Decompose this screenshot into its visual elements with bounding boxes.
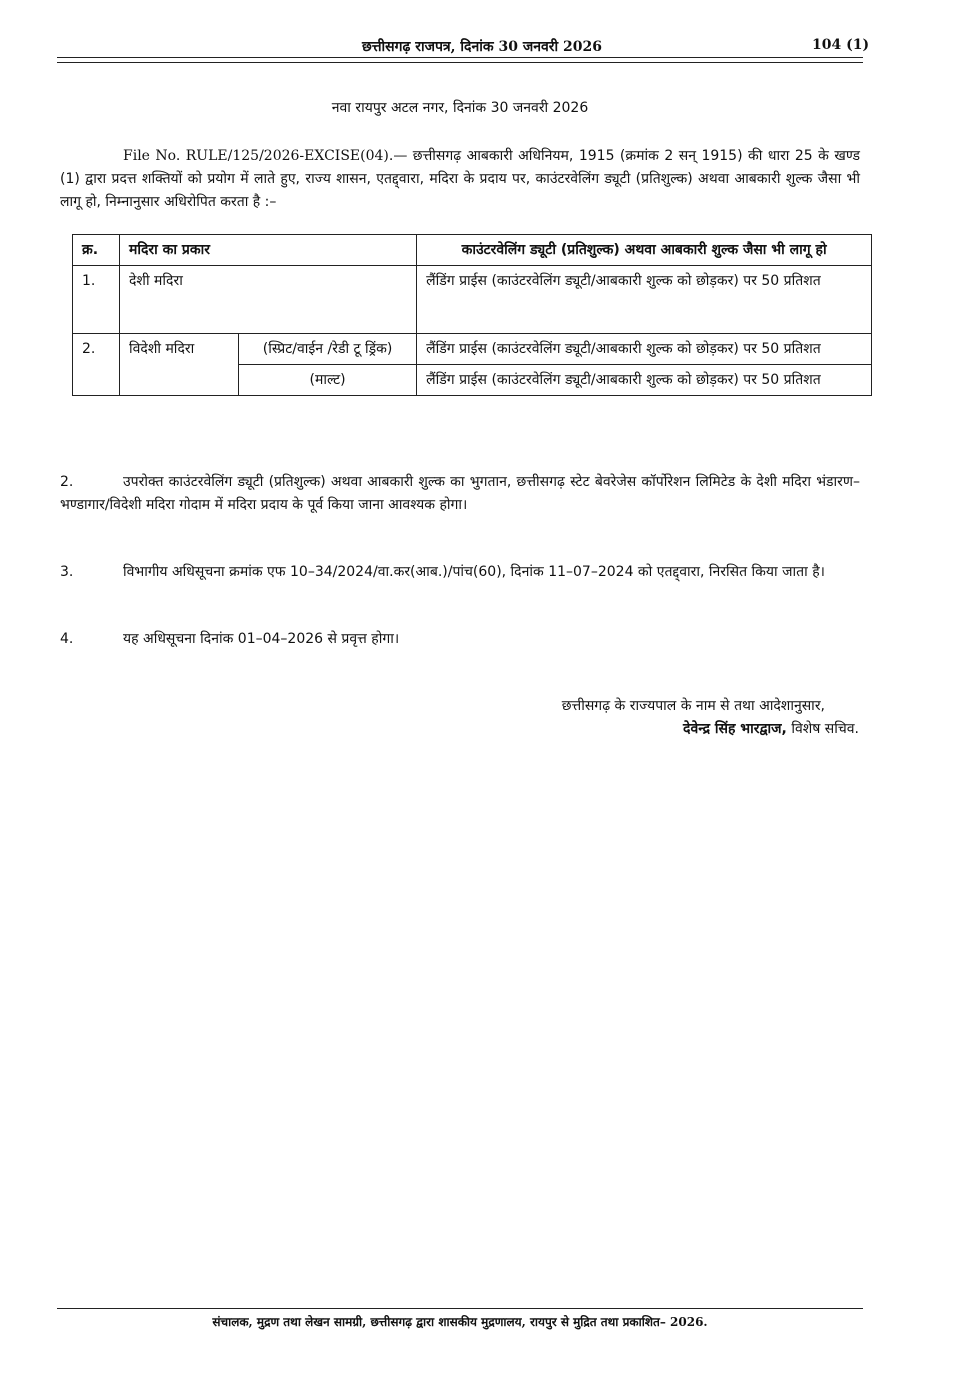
- paragraph-text: यह अधिसूचना दिनांक 01–04–2026 से प्रवृत्त होगा।: [123, 631, 400, 647]
- paragraph-number: 3.: [60, 564, 74, 580]
- paragraph-number: 2.: [60, 474, 74, 490]
- header-sno: क्र.: [73, 235, 120, 266]
- row-duty: लैंडिंग प्राईस (काउंटरवेलिंग ड्यूटी/आबकारी शुल्क को छोड़कर) पर 50 प्रतिशत: [417, 365, 872, 396]
- signatory: [683, 719, 859, 738]
- header-duty: काउंटरवेलिंग ड्यूटी (प्रतिशुल्क) अथवा आबकारी शुल्क जैसा भी लागू हो: [417, 235, 872, 266]
- intro-text: छत्तीसगढ़ आबकारी अधिनियम, 1915 (क्रमांक 2 सन् 1915) की धारा 25 के खण्ड (1) द्वारा प्रदत्त शक्तियों को प्रयोग में लाते हुए, राज्य शासन, एतद्द्वारा, मदिरा के प्रदाय पर, काउंटरवेलिंग ड्यूटी (प्रतिशुल्क) अथवा आबकारी शुल्क जैसा भी लागू हो, निम्नानुसार अधिरोपित करता है :–: [60, 148, 860, 210]
- row-sno: 2.: [73, 334, 120, 396]
- signatory-name: देवेन्द्र सिंह भारद्वाज,: [683, 721, 787, 737]
- row-duty: लैंडिंग प्राईस (काउंटरवेलिंग ड्यूटी/आबकारी शुल्क को छोड़कर) पर 50 प्रतिशत: [417, 266, 872, 334]
- header-liquor-type: मदिरा का प्रकार: [120, 235, 417, 266]
- paragraph-4: [60, 628, 860, 651]
- table-row: [73, 266, 872, 334]
- duty-rate-table: [72, 234, 872, 396]
- header-rule-top: [57, 57, 863, 58]
- gazette-header-title: छत्तीसगढ़ राजपत्र, दिनांक 30 जनवरी 2026: [362, 39, 602, 55]
- paragraph-2: [60, 471, 860, 517]
- row-sub-category: (माल्ट): [239, 365, 417, 396]
- signoff-authority: छत्तीसगढ़ के राज्यपाल के नाम से तथा आदेशानुसार,: [561, 698, 825, 714]
- paragraph-3: [60, 561, 860, 584]
- table-header-row: [73, 235, 872, 266]
- row-liquor-type: देशी मदिरा: [120, 266, 417, 334]
- row-liquor-type: विदेशी मदिरा: [120, 334, 239, 396]
- header-rule-bottom: [57, 62, 863, 63]
- footer-rule: [57, 1308, 863, 1309]
- printer-footer: संचालक, मुद्रण तथा लेखन सामग्री, छत्तीसगढ़ द्वारा शासकीय मुद्रणालय, रायपुर से मुद्रित तथा प्रकाशित– 2026.: [212, 1315, 708, 1329]
- paragraph-number: 4.: [60, 631, 74, 647]
- place-date-line: नवा रायपुर अटल नगर, दिनांक 30 जनवरी 2026: [331, 100, 589, 116]
- table-row: [73, 334, 872, 365]
- signatory-designation: विशेष सचिव.: [791, 721, 859, 737]
- page-number: 104 (1): [812, 37, 870, 53]
- file-number: File No. RULE/125/2026-EXCISE(04).—: [123, 148, 408, 164]
- intro-paragraph: [60, 145, 860, 214]
- paragraph-text: विभागीय अधिसूचना क्रमांक एफ 10–34/2024/वा.कर(आब.)/पांच(60), दिनांक 11–07–2024 को एतद्द्वारा, निरसित किया जाता है।: [123, 564, 825, 580]
- row-sno: 1.: [73, 266, 120, 334]
- row-sub-category: (स्प्रिट/वाईन /रेडी टू ड्रिंक): [239, 334, 417, 365]
- row-duty: लैंडिंग प्राईस (काउंटरवेलिंग ड्यूटी/आबकारी शुल्क को छोड़कर) पर 50 प्रतिशत: [417, 334, 872, 365]
- paragraph-text: उपरोक्त काउंटरवेलिंग ड्यूटी (प्रतिशुल्क) अथवा आबकारी शुल्क का भुगतान, छत्तीसगढ़ स्टेट बेवरेजेस कॉर्पोरेशन लिमिटेड के देशी मदिरा भंडारण–भण्डागार/विदेशी मदिरा गोदाम में मदिरा प्रदाय के पूर्व किया जाना आवश्यक होगा।: [60, 474, 860, 513]
